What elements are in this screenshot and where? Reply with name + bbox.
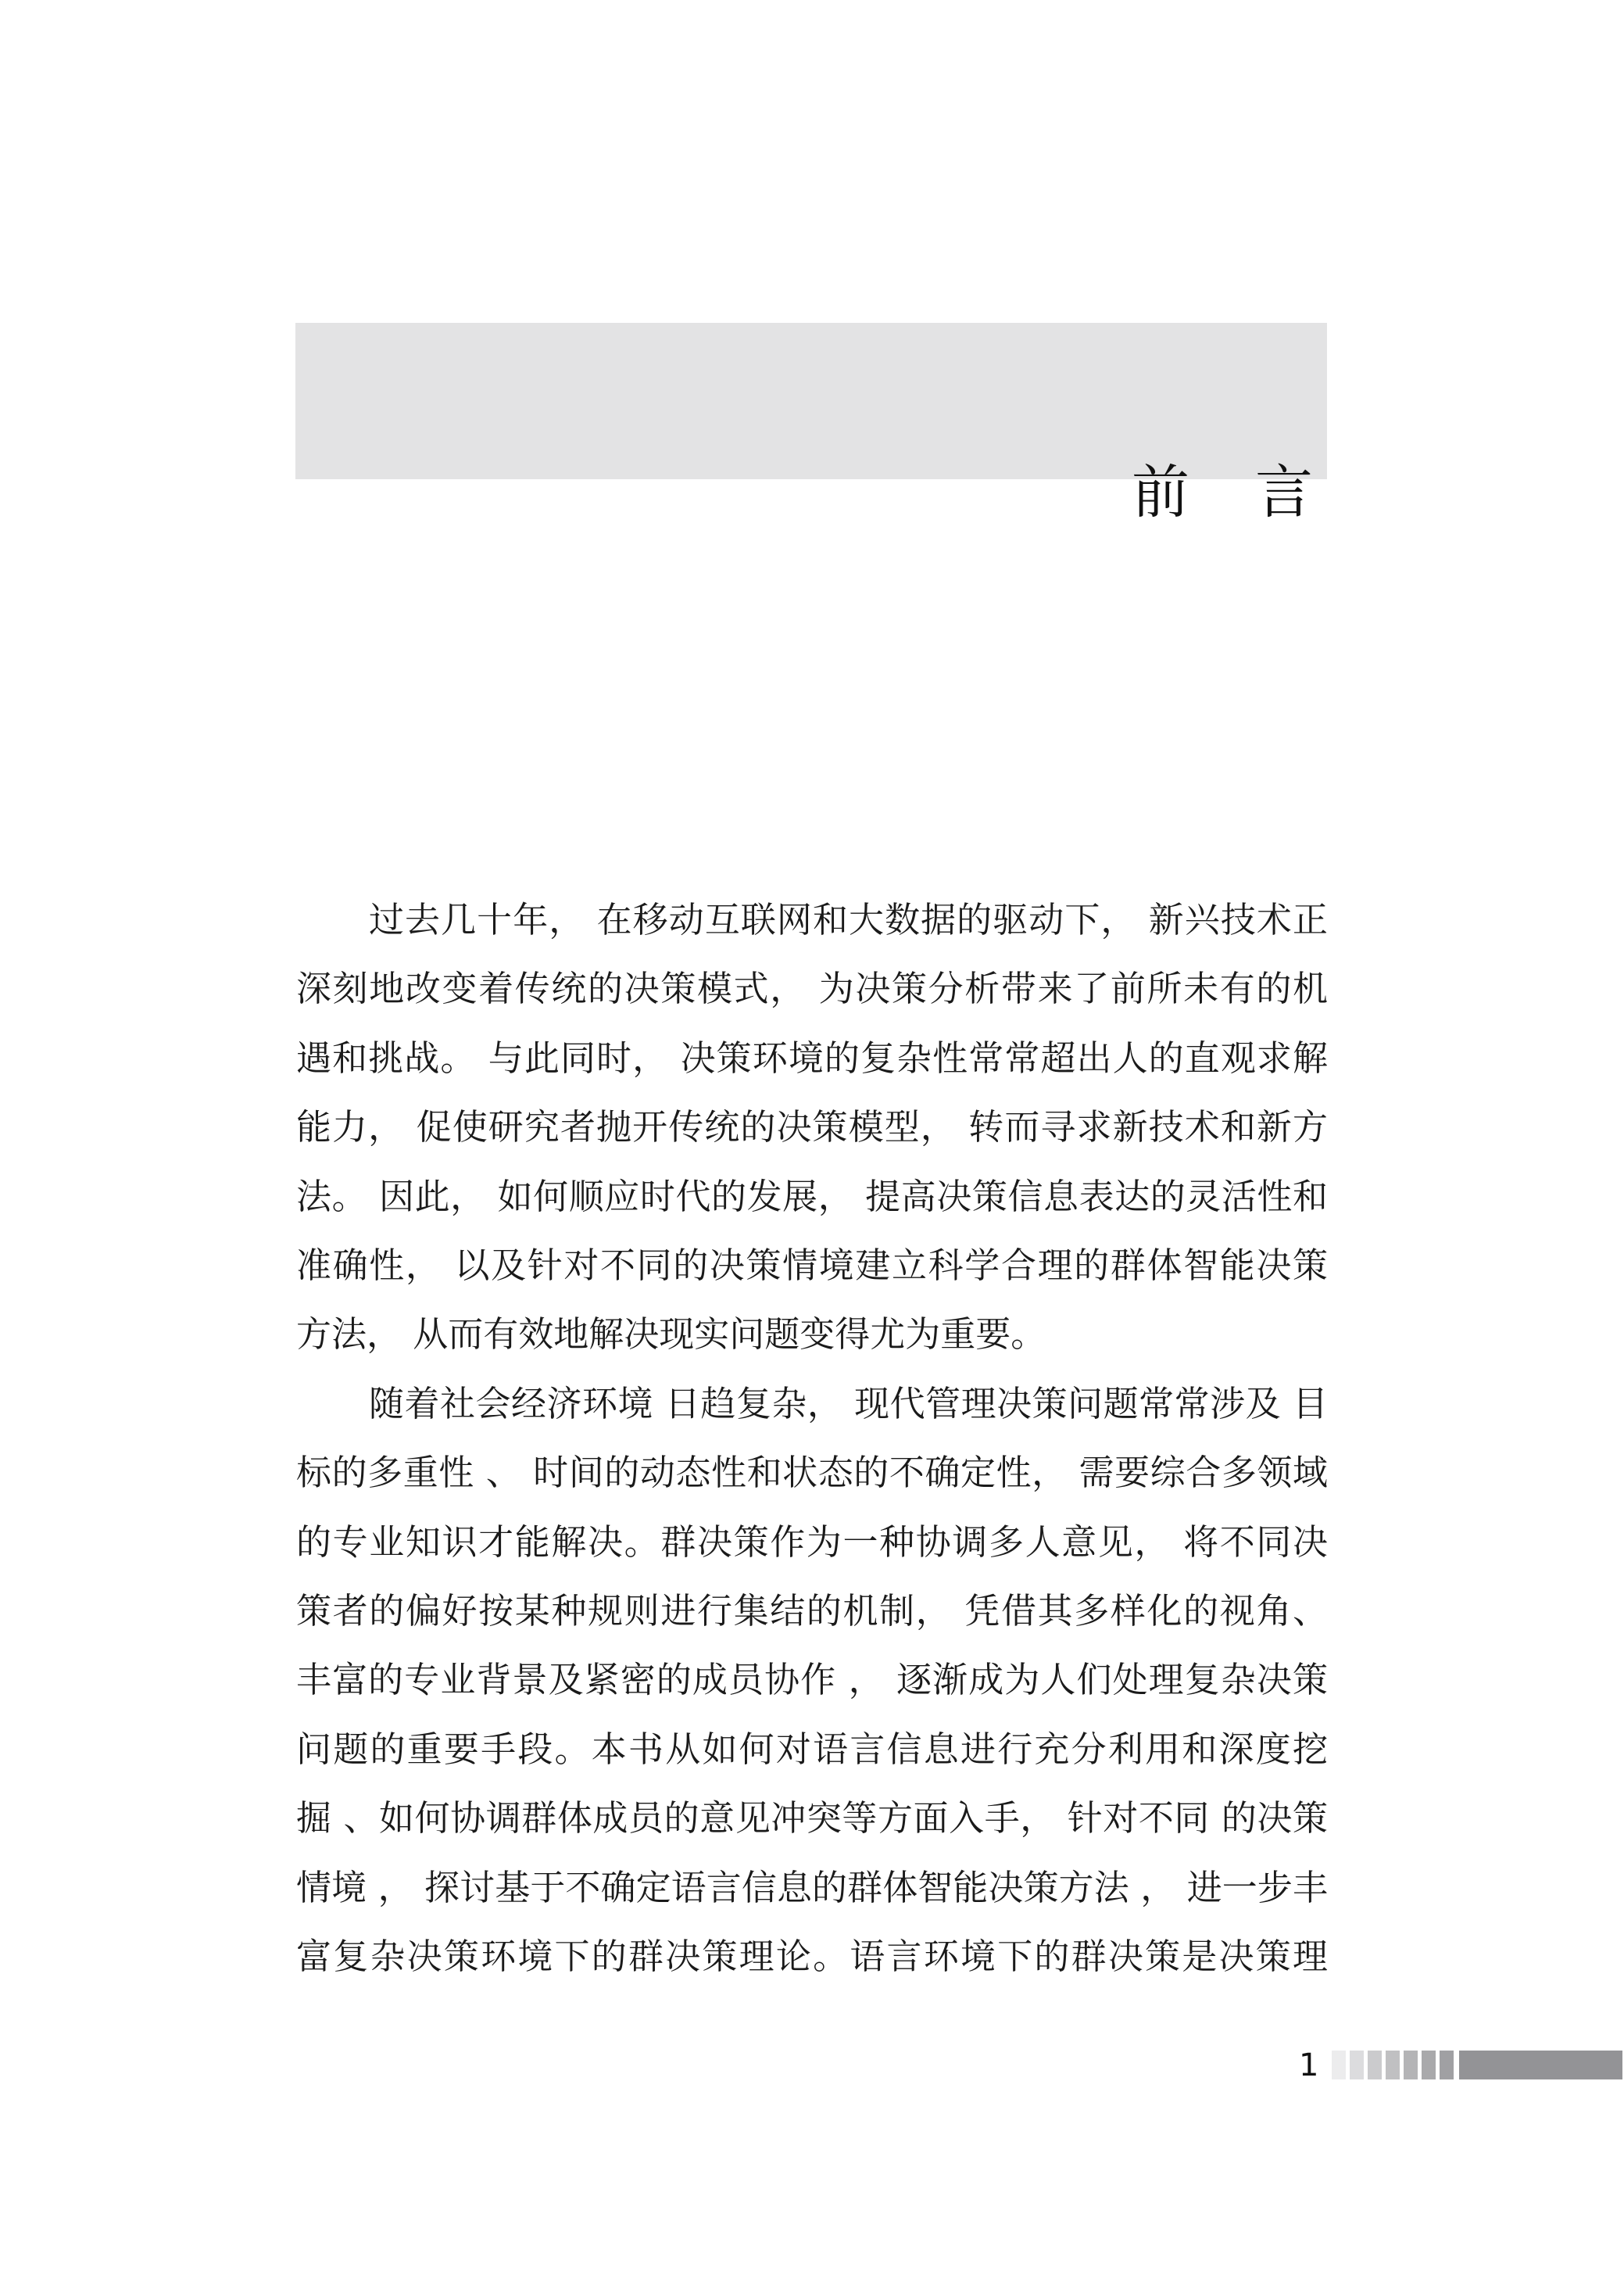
page-title: 前言 bbox=[1132, 459, 1379, 526]
text-line: 丰富的专业背景及紧密的成员协作 ， 逐渐成为人们处理复杂决策 bbox=[296, 1659, 1328, 1701]
footer-block bbox=[1350, 2051, 1364, 2079]
text-line: 法。 因此， 如何顺应时代的发展， 提高决策信息表达的灵活性和 bbox=[296, 1175, 1328, 1217]
text-line: 情境 ， 探讨基于不确定语言信息的群体智能决策方法 ， 进一步丰 bbox=[296, 1866, 1328, 1908]
text-line: 深刻地改变着传统的决策模式， 为决策分析带来了前所未有的机 bbox=[296, 968, 1328, 1010]
text-line: 策者的偏好按某种规则进行集结的机制， 凭借其多样化的视角、 bbox=[296, 1590, 1328, 1632]
text-line: 准确性， 以及针对不同的决策情境建立科学合理的群体智能决策 bbox=[296, 1245, 1328, 1286]
footer-block bbox=[1404, 2051, 1418, 2079]
footer-block bbox=[1422, 2051, 1436, 2079]
footer-block bbox=[1332, 2051, 1346, 2079]
footer-block bbox=[1368, 2051, 1382, 2079]
footer-block bbox=[1440, 2051, 1454, 2079]
text-line: 标的多重性 、 时间的动态性和状态的不确定性， 需要综合多领域 bbox=[296, 1452, 1328, 1494]
text-line: 遇和挑战。 与此同时， 决策环境的复杂性常常超出人的直观求解 bbox=[296, 1037, 1328, 1079]
text-line: 随着社会经济环境 日趋复杂， 现代管理决策问题常常涉及 目 bbox=[369, 1382, 1328, 1424]
text-line: 掘 、如何协调群体成员的意见冲突等方面入手， 针对不同 的决策 bbox=[296, 1797, 1328, 1839]
title-banner bbox=[295, 323, 1327, 479]
text-line: 方法， 从而有效地解决现实问题变得尤为重要。 bbox=[296, 1313, 1046, 1356]
text-line: 的专业知识才能解决。群决策作为一种协调多人意见， 将不同决 bbox=[296, 1521, 1328, 1563]
text-line: 富复杂决策环境下的群决策理论。语言环境下的群决策是决策理 bbox=[296, 1936, 1328, 1977]
footer-bar bbox=[1459, 2051, 1622, 2079]
footer-block bbox=[1386, 2051, 1400, 2079]
text-line: 过去几十年， 在移动互联网和大数据的驱动下， 新兴技术正 bbox=[369, 899, 1328, 940]
text-line: 问题的重要手段。本书从如何对语言信息进行充分利用和深度挖 bbox=[296, 1728, 1328, 1770]
page-number: 1 bbox=[1299, 2047, 1319, 2083]
text-line: 能力， 促使研究者抛开传统的决策模型， 转而寻求新技术和新方 bbox=[296, 1106, 1328, 1148]
